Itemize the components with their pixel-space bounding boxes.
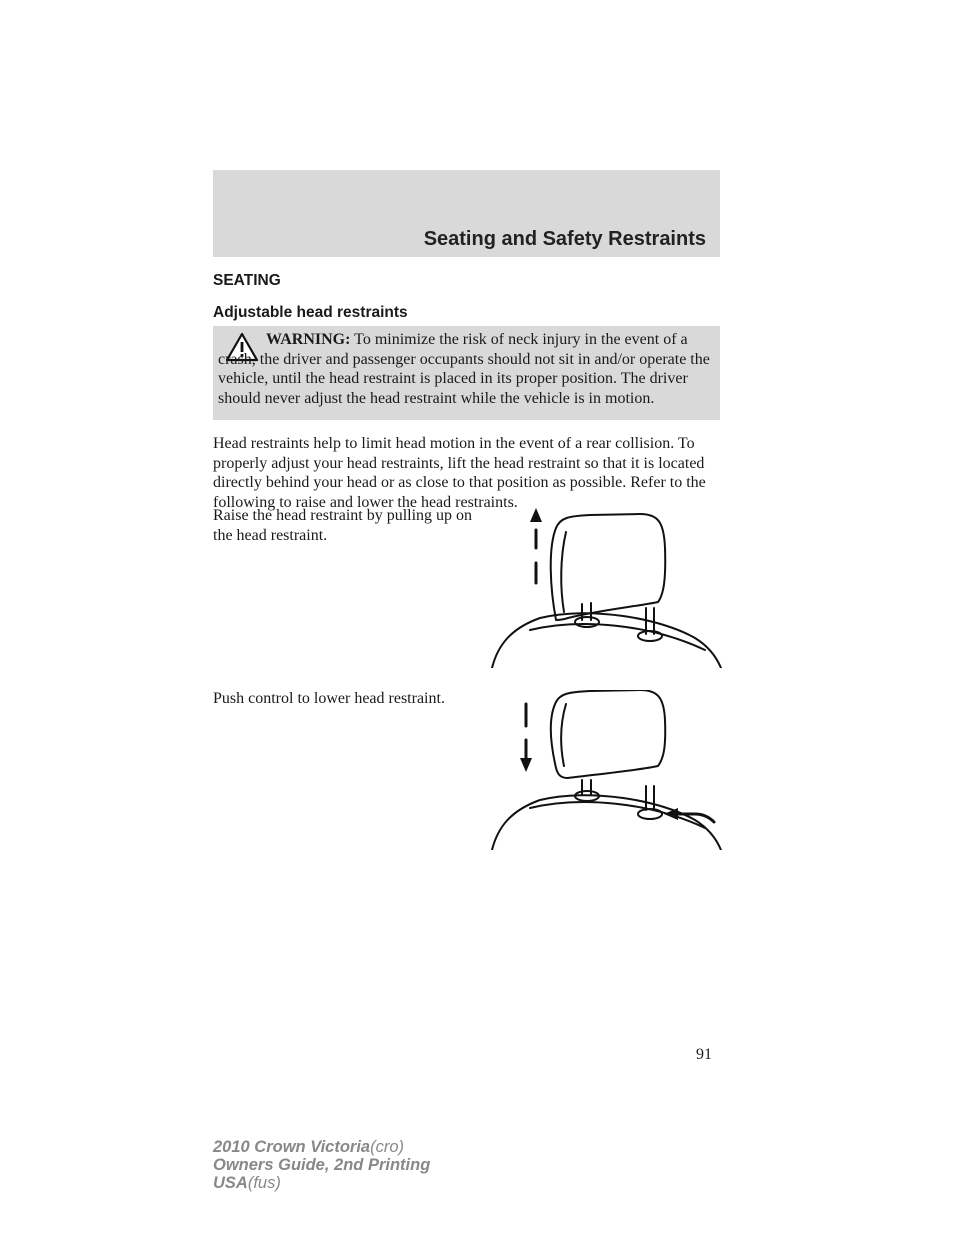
footer-model: 2010 Crown Victoria (213, 1138, 371, 1156)
footer-market-code: (fus) (247, 1174, 281, 1192)
head-restraint-lower-illustration (490, 690, 722, 850)
footer-guide: Owners Guide, 2nd Printing (213, 1156, 431, 1174)
warning-paragraph (218, 330, 718, 408)
warning-text: To minimize the risk of neck injury in the event of a crash, the driver and passenger occupants should not sit in and/or operate the vehicle, until the head restraint is placed in its proper position. The driver should never adjust the head restraint while the vehicle is in motion. (218, 331, 710, 407)
intro-paragraph: Head restraints help to limit head motion in the event of a rear collision. To properly adjust your head restraints, lift the head restraint so that it is located directly behind your head or as close to that position as possible. Refer to the following to raise and lower the head restraints. (213, 435, 706, 511)
section-heading: SEATING (213, 272, 281, 289)
head-restraint-raise-illustration (490, 508, 722, 668)
document-footer (213, 1138, 430, 1192)
raise-instruction: Raise the head restraint by pulling up on the head restraint. (213, 507, 473, 544)
section-title: Seating and Safety Restraints (423, 228, 706, 250)
section-header-band (213, 170, 720, 257)
page-number: 91 (696, 1046, 712, 1063)
footer-model-code: (cro) (370, 1138, 405, 1156)
lower-instruction: Push control to lower head restraint. (213, 690, 445, 707)
down-arrow-icon (520, 704, 532, 772)
warning-box (213, 326, 720, 420)
subsection-heading: Adjustable head restraints (213, 304, 408, 321)
warning-label: WARNING: (266, 331, 351, 348)
footer-market: USA (213, 1174, 248, 1192)
up-arrow-icon (530, 508, 542, 583)
